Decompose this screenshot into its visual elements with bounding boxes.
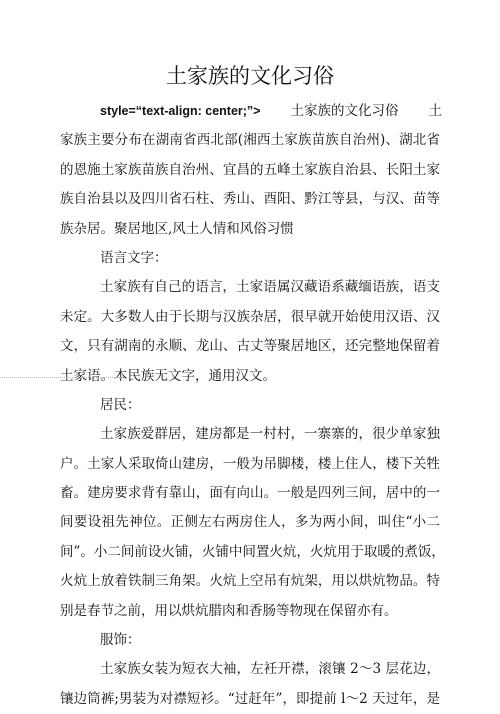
paragraph-line: 间”。小二间前设火铺，火铺中间置火炕，火炕用于取暖的煮饭，	[60, 543, 445, 560]
paragraph-line: 土家族爱群居，建房都是一村村，一寨寨的，很少单家独	[100, 426, 440, 443]
intro-line: 族自治县以及四川省石柱、秀山、酉阳、黔江等县，与汉、苗等	[60, 191, 440, 208]
intro-line: 族杂居。聚居地区,风土人情和风俗习惯	[60, 220, 294, 237]
section-heading-language: 语言文字：	[100, 249, 168, 266]
document-body	[60, 97, 445, 714]
intro-lead-char: 土	[428, 103, 442, 119]
intro-line: 的恩施土家族苗族自治州、宜昌的五峰土家族自治县、长阳土家	[60, 161, 440, 178]
paragraph-line: 土家族有自己的语言，土家语属汉藏语系藏缅语族，语支	[100, 279, 440, 296]
paragraph-line: 户。土家人采取倚山建房，一般为吊脚楼，楼上住人，楼下关牲	[60, 455, 440, 472]
paragraph-line: 文，只有湖南的永顺、龙山、古丈等聚居地区，还完整地保留着	[60, 338, 440, 355]
paragraph-line: 间要设祖先神位。正侧左右两房住人，多为两小间，叫住“小二	[60, 514, 440, 531]
page-title: 土家族的文化习俗	[166, 64, 334, 88]
paragraph-line: 土家语。本民族无文字，通用汉文。	[60, 367, 276, 384]
paragraph-line: 镶边筒裤;男装为对襟短衫。“过赶年”，即提前 l～2 天过年，是	[60, 690, 440, 707]
section-heading-residence: 居民：	[100, 396, 141, 413]
section-heading-clothing: 服饰：	[100, 632, 141, 649]
paragraph-line: 未定。大多数人由于长期与汉族杂居，很早就开始使用汉语、汉	[60, 308, 440, 325]
dotted-divider	[0, 377, 125, 378]
paragraph-line: 火炕上放着铁制三角架。火炕上空吊有炕架，用以烘炕物品。特	[60, 573, 440, 590]
intro-line: 家族主要分布在湖南省西北部(湘西土家族苗族自治州)、湖北省	[60, 132, 440, 149]
intro-first-line	[60, 97, 440, 126]
paragraph-line: 畜。建房要求背有靠山，面有向山。一般是四列三间，居中的一	[60, 485, 440, 502]
paragraph-line: 别是春节之前，用以烘炕腊肉和香肠等物现在保留亦有。	[60, 602, 398, 619]
style-fragment: style=“text-align: center;”>	[100, 104, 261, 118]
paragraph-line: 土家族女装为短衣大袖，左衽开襟，滚镶 2～3 层花边，	[100, 661, 440, 678]
title-repeat: 土家族的文化习俗	[290, 103, 399, 119]
